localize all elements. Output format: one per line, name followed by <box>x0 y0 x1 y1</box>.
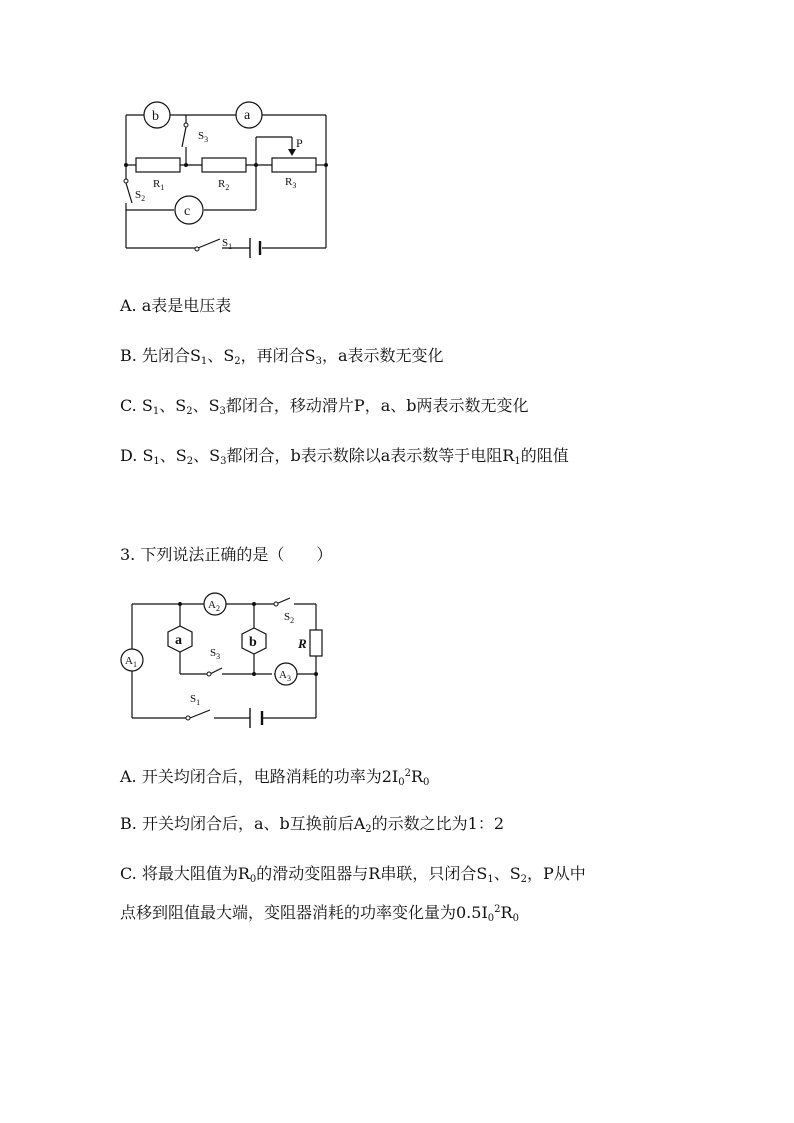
q3-option-c-line2 <box>120 900 519 929</box>
subscript: 0 <box>398 777 405 788</box>
subscript: 1 <box>152 406 160 417</box>
meter-c: c <box>184 204 191 219</box>
symbol: S <box>208 396 220 415</box>
label-s3: $S_3$ <box>198 130 209 144</box>
q3-option-c <box>120 864 586 890</box>
option-text: 、 <box>193 446 210 465</box>
symbol: S <box>304 346 316 365</box>
option-c <box>120 396 528 422</box>
subscript: 2 <box>186 406 193 417</box>
question-text: 3. 下列说法正确的是（ ） <box>120 545 333 564</box>
option-text: 先闭合 <box>141 346 190 365</box>
circuit-diagram-2 <box>118 590 338 730</box>
option-text: 的阻值 <box>520 446 569 465</box>
meter-b: b <box>152 109 159 124</box>
option-label: B. <box>120 346 137 365</box>
option-label: A. <box>120 296 137 315</box>
option-label: C. <box>120 396 137 415</box>
option-text: 、 <box>207 346 224 365</box>
meter-a: a <box>175 633 182 648</box>
superscript: 2 <box>494 904 501 915</box>
option-text: R <box>500 903 513 922</box>
subscript: 2 <box>186 456 194 467</box>
subscript: 1 <box>200 356 208 367</box>
option-text: 、 <box>192 396 209 415</box>
option-text: ，再闭合 <box>240 346 305 365</box>
option-text: 点移到阻值最大端，变阻器消耗的功率变化量为0.5I <box>120 903 488 922</box>
symbol: S <box>189 346 201 365</box>
subscript: 3 <box>219 406 226 417</box>
label-s2: $S_2$ <box>284 611 295 625</box>
circuit-diagram-1 <box>110 95 350 265</box>
subscript: 0 <box>249 874 257 885</box>
option-text: 、 <box>159 446 176 465</box>
symbol: S <box>209 446 221 465</box>
label-s2: $S_2$ <box>135 189 146 203</box>
label-a3: $A_3$ <box>279 669 291 683</box>
subscript: 2 <box>365 824 372 835</box>
option-text: R <box>411 767 424 786</box>
option-label: B. <box>120 814 137 833</box>
label-s1: $S_1$ <box>190 693 201 707</box>
subscript: 2 <box>234 356 241 367</box>
symbol: S <box>141 396 153 415</box>
subscript: 1 <box>514 456 521 467</box>
symbol: S <box>223 346 235 365</box>
subscript: 0 <box>512 913 519 924</box>
q3-option-b <box>120 814 504 840</box>
subscript: 0 <box>487 913 495 924</box>
label-r2: $R_2$ <box>218 178 230 192</box>
label-r: R <box>298 636 307 651</box>
option-d <box>120 446 569 472</box>
option-text: a表是电压表 <box>141 296 232 315</box>
symbol: S <box>142 446 154 465</box>
option-text: ，a表示数无变化 <box>322 346 444 365</box>
option-label: C. <box>120 864 137 883</box>
subscript: 3 <box>220 456 227 467</box>
option-text: 的示数之比为1：2 <box>371 814 505 833</box>
option-label: A. <box>120 767 137 786</box>
label-s1: $S_1$ <box>222 237 233 251</box>
superscript: 2 <box>404 768 411 779</box>
meter-b: b <box>249 635 257 650</box>
label-a2: $A_2$ <box>208 599 220 613</box>
option-text: 都闭合，b表示数除以a表示数等于电阻R <box>226 446 515 465</box>
q3-option-a <box>120 764 429 793</box>
label-r1: $R_1$ <box>153 178 165 192</box>
option-text: 、S <box>493 864 521 883</box>
label-a1: $A_1$ <box>125 655 137 669</box>
option-b <box>120 346 444 372</box>
label-s3: $S_3$ <box>210 647 221 661</box>
subscript: 2 <box>520 874 528 885</box>
option-text: 开关均闭合后，a、b互换前后A <box>141 814 366 833</box>
option-text: 的滑动变阻器与R串联，只闭合S <box>256 864 488 883</box>
symbol: S <box>175 396 187 415</box>
subscript: 0 <box>423 777 430 788</box>
subscript: 1 <box>487 874 494 885</box>
question-3-stem <box>120 545 332 565</box>
option-a <box>120 296 231 316</box>
subscript: 1 <box>153 456 160 467</box>
option-text: ，P从中 <box>527 864 586 883</box>
option-label: D. <box>120 446 138 465</box>
meter-a: a <box>244 108 251 123</box>
option-text: 开关均闭合后，电路消耗的功率为2I <box>141 767 399 786</box>
label-p: P <box>296 136 303 150</box>
subscript: 3 <box>315 356 323 367</box>
option-text: 将最大阻值为R <box>141 864 250 883</box>
symbol: S <box>175 446 187 465</box>
option-text: 、 <box>159 396 176 415</box>
label-r3: $R_3$ <box>285 176 297 190</box>
option-text: 都闭合，移动滑片P，a、b两表示数无变化 <box>225 396 529 415</box>
